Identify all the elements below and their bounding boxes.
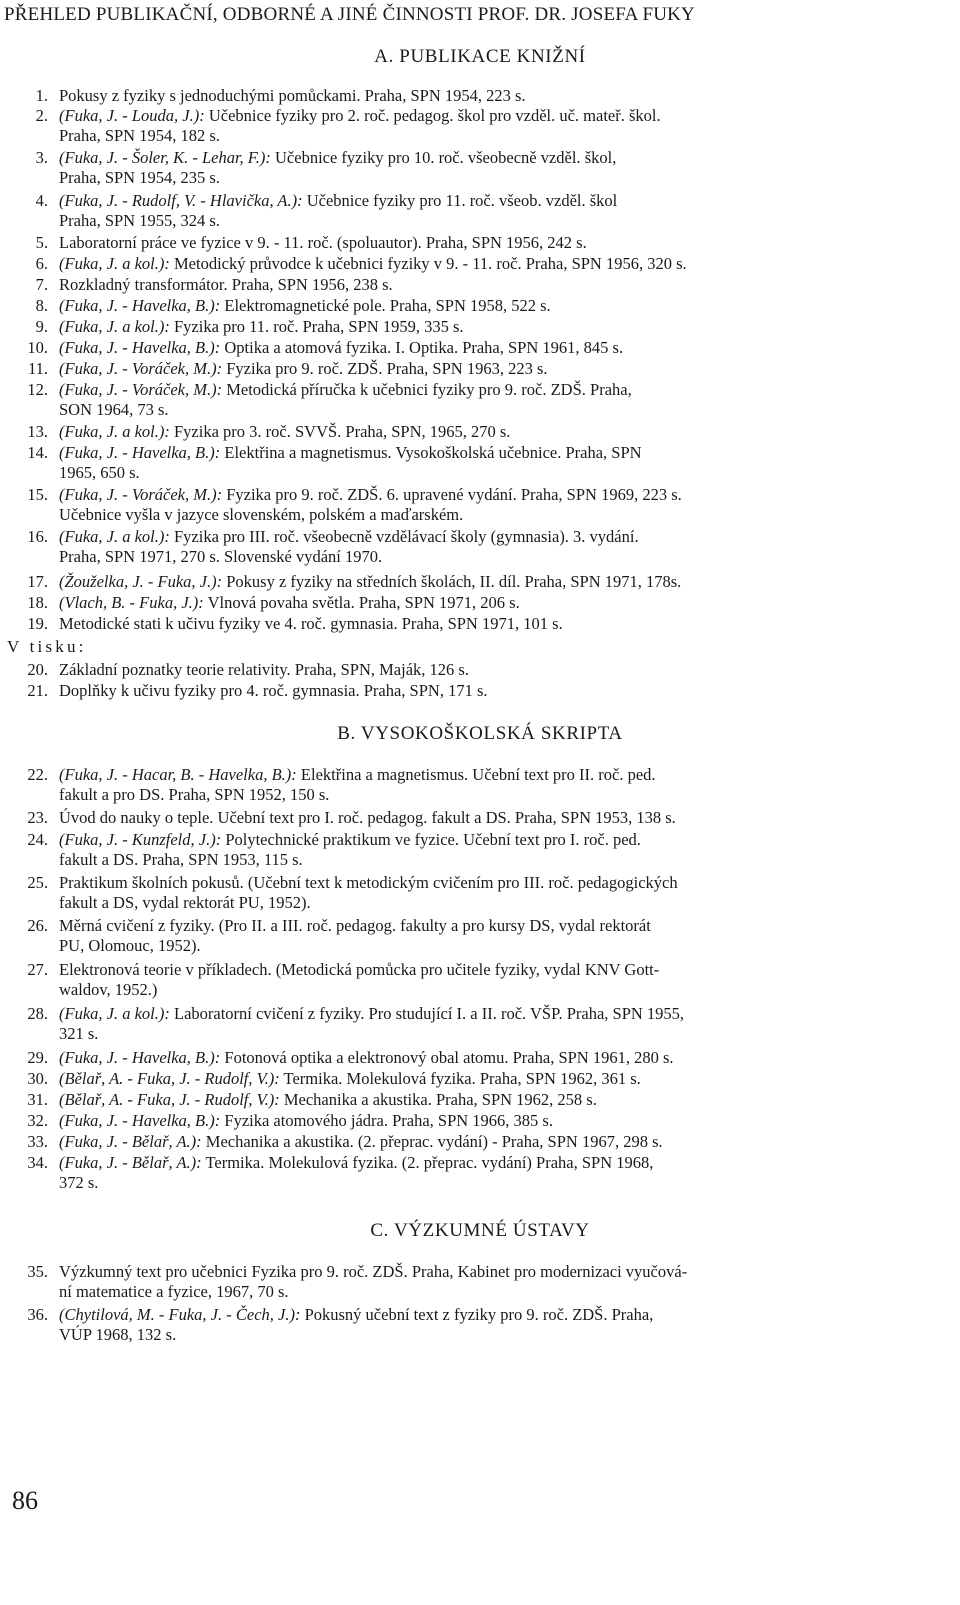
- entry-authors: (Fuka, J. a kol.):: [59, 1004, 170, 1023]
- entry-text: Fyzika pro 11. roč. Praha, SPN 1959, 335 s.: [169, 317, 464, 336]
- entry-number: 1.: [35, 86, 48, 105]
- entry-continuation: Praha, SPN 1955, 324 s.: [59, 211, 220, 230]
- entry-text: Metodické stati k učivu fyziky ve 4. roč. gymnasia. Praha, SPN 1971, 101 s.: [59, 614, 563, 633]
- entry-authors: (Fuka, J. - Šoler, K. - Lehar, F.):: [59, 148, 271, 167]
- entry-number: 5.: [35, 233, 48, 252]
- entry-text: Pokusy z fyziky s jednoduchými pomůckami. Praha, SPN 1954, 223 s.: [59, 86, 526, 105]
- entry-number: 15.: [27, 485, 48, 504]
- entry-authors: (Fuka, J. - Bělař, A.):: [59, 1153, 202, 1172]
- entry-authors: (Fuka, J. - Havelka, B.):: [59, 1048, 221, 1067]
- entry-text: Termika. Molekulová fyzika. Praha, SPN 1962, 361 s.: [279, 1069, 641, 1088]
- entry-number: 28.: [27, 1004, 48, 1023]
- entry-text: Měrná cvičení z fyziky. (Pro II. a III. roč. pedagog. fakulty a pro kursy DS, vydal rektorát: [59, 916, 651, 935]
- entry-text: Elektromagnetické pole. Praha, SPN 1958, 522 s.: [220, 296, 551, 315]
- entry-number: 22.: [27, 765, 48, 784]
- entry-continuation: 372 s.: [59, 1173, 99, 1192]
- entry-continuation: waldov, 1952.): [59, 980, 158, 999]
- entry-number: 3.: [35, 148, 48, 167]
- entry-continuation: VÚP 1968, 132 s.: [59, 1325, 177, 1344]
- entry-authors: (Fuka, J. - Havelka, B.):: [59, 296, 221, 315]
- entry-text: Elektronová teorie v příkladech. (Metodická pomůcka pro učitele fyziky, vydal KNV Gott-: [59, 960, 660, 979]
- entry-text: Rozkladný transformátor. Praha, SPN 1956, 238 s.: [59, 275, 393, 294]
- entry-authors: (Fuka, J. - Voráček, M.):: [59, 359, 223, 378]
- entry-text: Úvod do nauky o teple. Učební text pro I. roč. pedagog. fakult a DS. Praha, SPN 1953, 138 s.: [59, 808, 676, 827]
- entry-text: Vlnová povaha světla. Praha, SPN 1971, 206 s.: [203, 593, 520, 612]
- entry-text: Fyzika pro 9. roč. ZDŠ. 6. upravené vydání. Praha, SPN 1969, 223 s.: [222, 485, 682, 504]
- entry-number: 4.: [35, 191, 48, 210]
- entry-number: 14.: [27, 443, 48, 462]
- entry-number: 9.: [35, 317, 48, 336]
- entry-continuation: ní matematice a fyzice, 1967, 70 s.: [59, 1282, 289, 1301]
- entry-number: 13.: [27, 422, 48, 441]
- entry-continuation: Praha, SPN 1971, 270 s. Slovenské vydání 1970.: [59, 547, 383, 566]
- entry-authors: (Fuka, J. - Voráček, M.):: [59, 485, 223, 504]
- entry-text: Fyzika pro III. roč. všeobecně vzdělávací školy (gymnasia). 3. vydání.: [169, 527, 639, 546]
- entry-text: Polytechnické praktikum ve fyzice. Učební text pro I. roč. ped.: [221, 830, 641, 849]
- entry-continuation: PU, Olomouc, 1952).: [59, 936, 201, 955]
- entry-text: Termika. Molekulová fyzika. (2. přeprac. vydání) Praha, SPN 1968,: [201, 1153, 654, 1172]
- entry-authors: (Fuka, J. - Bělař, A.):: [59, 1132, 202, 1151]
- entry-number: 23.: [27, 808, 48, 827]
- entry-number: 29.: [27, 1048, 48, 1067]
- entry-continuation: SON 1964, 73 s.: [59, 400, 169, 419]
- entry-text: Fyzika pro 9. roč. ZDŠ. Praha, SPN 1963, 223 s.: [222, 359, 548, 378]
- page-title: PŘEHLED PUBLIKAČNÍ, ODBORNÉ A JINÉ ČINNOSTI PROF. DR. JOSEFA FUKY: [4, 4, 695, 25]
- entry-number: 8.: [35, 296, 48, 315]
- entry-authors: (Fuka, J. a kol.):: [59, 527, 170, 546]
- entry-number: 12.: [27, 380, 48, 399]
- entry-text: Laboratorní práce ve fyzice v 9. - 11. roč. (spoluautor). Praha, SPN 1956, 242 s.: [59, 233, 587, 252]
- entry-number: 35.: [27, 1262, 48, 1281]
- entry-number: 27.: [27, 960, 48, 979]
- entry-number: 31.: [27, 1090, 48, 1109]
- entry-text: Výzkumný text pro učebnici Fyzika pro 9. roč. ZDŠ. Praha, Kabinet pro modernizaci vyučová-: [59, 1262, 688, 1281]
- entry-continuation: fakult a DS. Praha, SPN 1953, 115 s.: [59, 850, 303, 869]
- entry-authors: (Fuka, J. - Havelka, B.):: [59, 338, 221, 357]
- entry-number: 16.: [27, 527, 48, 546]
- entry-number: 10.: [27, 338, 48, 357]
- entry-authors: (Fuka, J. - Havelka, B.):: [59, 443, 221, 462]
- entry-number: 18.: [27, 593, 48, 612]
- entry-text: Laboratorní cvičení z fyziky. Pro studující I. a II. roč. VŠP. Praha, SPN 1955,: [169, 1004, 685, 1023]
- entry-authors: (Bělař, A. - Fuka, J. - Rudolf, V.):: [59, 1090, 280, 1109]
- entry-number: 21.: [27, 681, 48, 700]
- entry-number: 34.: [27, 1153, 48, 1172]
- entry-continuation: Praha, SPN 1954, 235 s.: [59, 168, 220, 187]
- entry-number: 20.: [27, 660, 48, 679]
- entry-number: 25.: [27, 873, 48, 892]
- entry-authors: (Žouželka, J. - Fuka, J.):: [59, 572, 223, 591]
- entry-text: Učebnice fyziky pro 11. roč. všeob. vzděl. škol: [302, 191, 618, 210]
- entry-text: Učebnice fyziky pro 2. roč. pedagog. škol pro vzděl. uč. mateř. škol.: [204, 106, 661, 125]
- entry-number: 11.: [27, 359, 48, 378]
- entry-text: Fyzika pro 3. roč. SVVŠ. Praha, SPN, 1965, 270 s.: [169, 422, 511, 441]
- entry-continuation: fakult a pro DS. Praha, SPN 1952, 150 s.: [59, 785, 330, 804]
- entry-continuation: Praha, SPN 1954, 182 s.: [59, 126, 220, 145]
- entry-continuation: 321 s.: [59, 1024, 99, 1043]
- entry-text: Metodická příručka k učebnici fyziky pro 9. roč. ZDŠ. Praha,: [222, 380, 632, 399]
- section-heading-a: A. PUBLIKACE KNIŽNÍ: [374, 46, 586, 67]
- entry-authors: (Fuka, J. a kol.):: [59, 317, 170, 336]
- entry-text: Elektřina a magnetismus. Učební text pro II. roč. ped.: [296, 765, 656, 784]
- entry-authors: (Fuka, J. - Havelka, B.):: [59, 1111, 221, 1130]
- entry-number: 33.: [27, 1132, 48, 1151]
- entry-number: 30.: [27, 1069, 48, 1088]
- entry-continuation: fakult a DS, vydal rektorát PU, 1952).: [59, 893, 311, 912]
- entry-authors: (Fuka, J. - Kunzfeld, J.):: [59, 830, 222, 849]
- entry-text: Učebnice fyziky pro 10. roč. všeobecně vzděl. škol,: [270, 148, 617, 167]
- entry-continuation: 1965, 650 s.: [59, 463, 140, 482]
- in-print-subheading: V tisku:: [7, 637, 87, 656]
- entry-authors: (Fuka, J. - Voráček, M.):: [59, 380, 223, 399]
- entry-authors: (Bělař, A. - Fuka, J. - Rudolf, V.):: [59, 1069, 280, 1088]
- section-heading-c: C. VÝZKUMNÉ ÚSTAVY: [370, 1220, 590, 1241]
- entry-authors: (Fuka, J. - Hacar, B. - Havelka, B.):: [59, 765, 297, 784]
- entry-authors: (Fuka, J. - Rudolf, V. - Hlavička, A.):: [59, 191, 303, 210]
- entry-number: 36.: [27, 1305, 48, 1324]
- entry-number: 17.: [27, 572, 48, 591]
- entry-text: Pokusný učební text z fyziky pro 9. roč. ZDŠ. Praha,: [300, 1305, 654, 1324]
- entry-authors: (Fuka, J. a kol.):: [59, 254, 170, 273]
- entry-number: 7.: [35, 275, 48, 294]
- entry-continuation: Učebnice vyšla v jazyce slovenském, polském a maďarském.: [59, 505, 464, 524]
- entry-number: 19.: [27, 614, 48, 633]
- entry-authors: (Vlach, B. - Fuka, J.):: [59, 593, 204, 612]
- entry-number: 6.: [35, 254, 48, 273]
- entry-text: Fyzika atomového jádra. Praha, SPN 1966, 385 s.: [220, 1111, 553, 1130]
- entry-text: Fotonová optika a elektronový obal atomu. Praha, SPN 1961, 280 s.: [220, 1048, 674, 1067]
- entry-text: Praktikum školních pokusů. (Učební text k metodickým cvičením pro III. roč. pedagogických: [59, 873, 678, 892]
- entry-authors: (Chytilová, M. - Fuka, J. - Čech, J.):: [59, 1305, 301, 1324]
- entry-text: Mechanika a akustika. (2. přeprac. vydání) - Praha, SPN 1967, 298 s.: [201, 1132, 663, 1151]
- entry-number: 32.: [27, 1111, 48, 1130]
- entry-number: 24.: [27, 830, 48, 849]
- entry-number: 2.: [35, 106, 48, 125]
- entry-text: Elektřina a magnetismus. Vysokoškolská učebnice. Praha, SPN: [220, 443, 642, 462]
- entry-text: Základní poznatky teorie relativity. Praha, SPN, Maják, 126 s.: [59, 660, 469, 679]
- entry-text: Pokusy z fyziky na středních školách, II. díl. Praha, SPN 1971, 178s.: [222, 572, 682, 591]
- entry-authors: (Fuka, J. a kol.):: [59, 422, 170, 441]
- page-number: 86: [12, 1486, 38, 1515]
- entry-authors: (Fuka, J. - Louda, J.):: [59, 106, 205, 125]
- entry-text: Mechanika a akustika. Praha, SPN 1962, 258 s.: [279, 1090, 597, 1109]
- entry-text: Optika a atomová fyzika. I. Optika. Praha, SPN 1961, 845 s.: [220, 338, 624, 357]
- entry-text: Metodický průvodce k učebnici fyziky v 9. - 11. roč. Praha, SPN 1956, 320 s.: [169, 254, 687, 273]
- section-heading-b: B. VYSOKOŠKOLSKÁ SKRIPTA: [337, 723, 623, 744]
- entry-text: Doplňky k učivu fyziky pro 4. roč. gymnasia. Praha, SPN, 171 s.: [59, 681, 488, 700]
- entry-number: 26.: [27, 916, 48, 935]
